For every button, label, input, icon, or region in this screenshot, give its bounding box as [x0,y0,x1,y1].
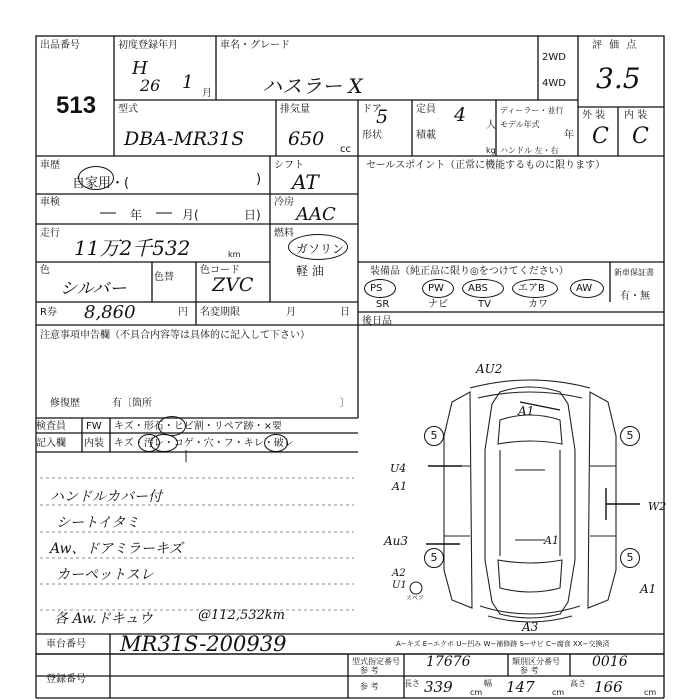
inspection-year-unit: 年 [130,208,143,222]
inspection-day-unit: 日) [244,208,261,222]
new-car-warranty-label: 新車保証書 [614,268,654,277]
history-close: ) [256,172,262,187]
cc-unit: cc [340,144,351,155]
interior-inspect-label: 内装 [84,438,104,449]
seats-unit: 人 [486,120,496,131]
inspector-label: 検査員 [36,421,66,432]
equipment-ps: PS [370,283,383,294]
inspector-mark-4 [264,434,288,452]
sales-point-label: セールスポイント（正常に機能するものに限ります） [366,160,606,171]
equipment-abs: ABS [468,283,488,294]
ac-label: 冷房 [274,197,294,208]
equipment-label: 装備品（純正品に限り◎をつけてください） [370,266,569,277]
displacement-label: 排気量 [280,104,310,115]
registration-label: 登録番号 [46,674,86,685]
equipment-aw: AW [576,283,593,294]
name-change-label: 名変期限 [200,307,240,318]
tire-front-left: 5 [424,426,444,446]
yen-unit: 円 [178,307,188,318]
tire-front-right: 5 [620,426,640,446]
color-code-label: 色コード [200,265,240,276]
type-cert-ref: 参 考 [360,666,379,675]
note-line-4: カーペットスレ [56,567,154,583]
ps-circle [364,279,396,298]
shift-label: シフト [274,160,304,171]
equipment-leather: カワ [528,299,548,310]
repair-history-close: 〕 [340,398,350,409]
tire-rear-left: 5 [424,548,444,568]
note-line-3: Aw、ドアミラーキズ [50,541,183,557]
lot-number: 513 [56,92,97,119]
car-name-label: 車名・グレード [220,40,290,51]
mark-spare-upper: A2 [392,568,406,579]
history-private-circle [78,166,114,190]
color-change-label: 色替 [154,272,174,283]
score-value: 3.5 [596,62,641,95]
class-value: 0016 [592,654,628,670]
exterior-grade: C [592,124,609,149]
inspection-label: 車検 [40,197,60,208]
model-label: 型式 [118,104,138,115]
mark-front: AU2 [476,362,503,376]
entry-label: 記入欄 [36,438,66,449]
mark-left-rear: Au3 [384,534,409,548]
color-code-value: ZVC [212,274,254,296]
name-change-day: 日 [340,307,350,318]
note-line-2: シートイタミ [56,515,140,531]
doors-value: 5 [376,106,389,128]
score-label: 評 価 点 [592,40,639,51]
interior-grade: C [632,124,649,149]
repair-history-label: 修復歴 [50,398,80,409]
doors-label: ドア [362,104,382,115]
pw-circle [422,279,454,298]
width-unit: cm [552,688,565,697]
registration-month: 1 [182,72,194,93]
fuel-diesel: 軽 油 [296,264,324,278]
width-value: 147 [506,678,535,696]
height-unit: cm [644,688,657,697]
mark-right-rear: A1 [640,582,657,596]
note-line-6: @112,532km [198,608,285,623]
drive-4wd-label: 4WD [542,78,566,89]
color-label: 色 [40,265,50,276]
mark-hood: A1 [518,404,535,418]
mark-left-lower: A1 [392,480,407,493]
mark-rear-glass: A1 [544,534,559,547]
inspection-month-unit: 月( [182,208,199,222]
abs-circle [462,279,504,298]
seats-value: 4 [454,104,467,126]
height-value: 166 [594,678,623,696]
inspector-mark-1 [158,416,186,436]
type-cert-value: 17676 [426,654,471,670]
history-label: 車歴 [40,160,60,171]
length-label: 長さ [404,679,420,688]
exterior-label: 外 装 [582,110,606,121]
mark-left-upper: U4 [390,462,407,475]
dealer-label: ディーラー・並行 [500,106,564,115]
drive-2wd-label: 2WD [542,52,566,63]
later-items-label: 後日品 [362,316,392,327]
shift-value: AT [292,170,319,194]
mark-right: W2 [648,500,667,513]
color-value: シルバー [60,279,127,299]
fuel-gasoline-circle [288,234,348,260]
aw-circle [570,279,604,298]
era-value: H [132,58,148,79]
caution-label: 注意事項申告欄（不具合内容等は具体的に記入して下さい） [40,330,310,341]
equipment-pw: PW [428,283,444,294]
car-name: ハスラー X [262,74,363,98]
history-value: 自家用・( [72,176,130,191]
inspector-tick: | [184,448,189,462]
inspection-month-dash: ― [156,202,172,221]
model-code: DBA-MR31S [124,128,245,150]
equipment-airbag: エアB [518,283,545,294]
class-label: 類別区分番号 [512,657,560,666]
spare-label: スペア [406,595,425,602]
chassis-label: 車台番号 [46,639,86,650]
mark-spare-lower: U1 [392,580,407,591]
note-line-1: ハンドルカバー付 [50,489,162,505]
tire-rear-right: 5 [620,548,640,568]
inspector-interior-items: キズ・汚レ・コゲ・穴・フ・キレ・破レ [114,438,294,449]
note-line-5: 各 Aw.ドキュウ [54,611,153,627]
recycle-value: 8,860 [84,302,136,323]
chassis-value: MR31S-200939 [120,632,287,656]
recycle-label: R券 [40,307,57,318]
mark-rear: A3 [522,620,539,634]
repair-history-value: 有〔箇所 [112,398,152,409]
ac-value: AAC [296,204,336,225]
length-value: 339 [424,678,453,696]
equipment-tv: TV [478,299,491,310]
equipment-navi: ナビ [428,299,448,310]
length-unit: cm [470,688,483,697]
model-year-label: モデル年式 [500,120,540,129]
mileage-value: 11万2千532 [74,236,191,260]
fw-label: FW [86,421,102,432]
fuel-label: 燃料 [274,228,294,239]
damage-legend: A−キズ E−エクボ U−凹み W−補修跡 S−サビ C−腐食 XX−交換済 [396,640,610,648]
airbag-circle [512,279,558,298]
width-label: 幅 [484,679,492,688]
first-registration-label: 初度登録年月 [118,40,178,51]
month-unit: 月 [202,88,212,99]
load-label: 積載 [416,130,436,141]
class-ref: 参 考 [520,666,539,675]
inspection-year-dash: ― [100,202,116,221]
year-unit: 年 [564,130,574,141]
type-cert-label: 型式指定番号 [352,657,400,666]
inspector-exterior-items: キズ・形石・ヒビ割・リペア跡・×要 [114,421,282,432]
km-unit: km [228,250,241,259]
fuel-gasoline: ガソリン [296,242,345,256]
lot-number-label: 出品番号 [40,40,80,51]
inspector-mark-3 [150,434,178,452]
registration-year: 26 [140,76,161,95]
shape-label: 形状 [362,130,382,141]
equipment-sr: SR [376,299,390,310]
seats-label: 定員 [416,104,436,115]
mileage-label: 走行 [40,228,60,239]
new-car-warranty-options: 有・無 [620,291,650,302]
name-change-month: 月 [286,307,296,318]
displacement-value: 650 [288,128,325,150]
dims-ref: 参 考 [360,682,379,691]
interior-label: 内 装 [624,110,648,121]
height-label: 高さ [570,679,586,688]
kg-unit: kg [486,146,496,155]
handle-label: ハンドル 左・右 [500,146,559,155]
